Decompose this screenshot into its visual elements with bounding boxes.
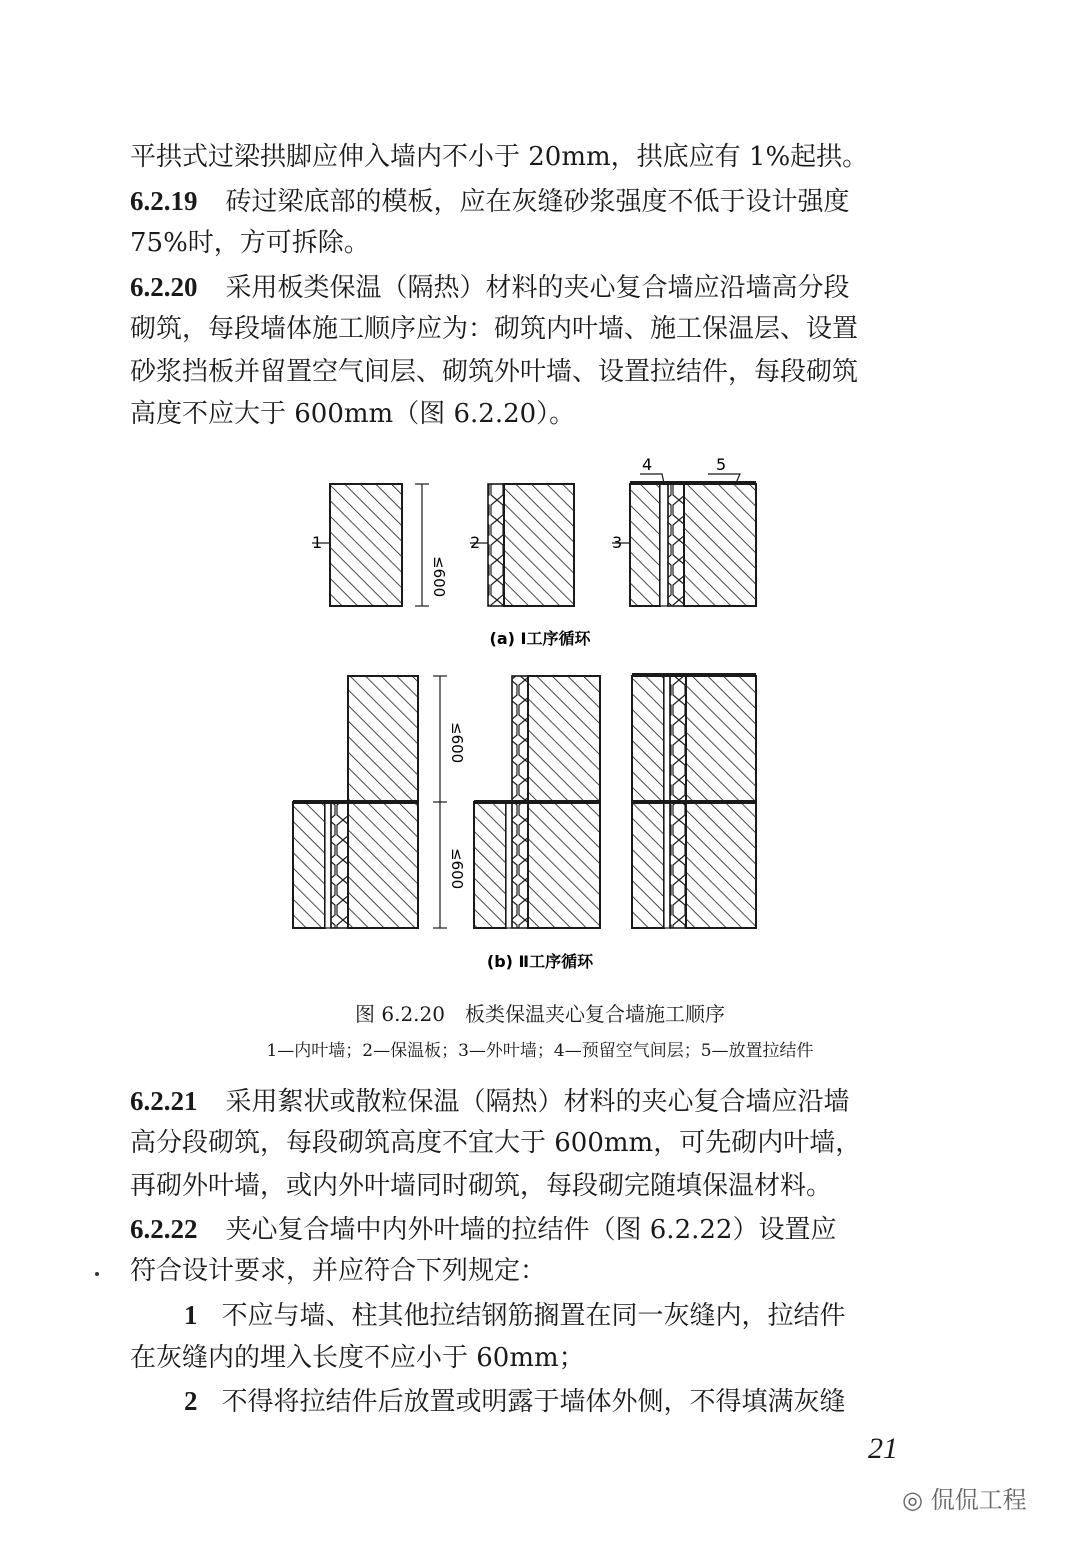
dimension-label: ≤600 [448,722,466,764]
insulation-board [670,802,686,928]
subcaption-a: (a) Ⅰ工序循环 [489,629,591,648]
text-line: 符合设计要求，并应符合下列规定： [130,1256,547,1286]
list-item-1 [184,1298,846,1333]
inner-leaf-wall [348,802,418,928]
item-text: 不得将拉结件后放置或明露于墙体外侧，不得填满灰缝 [221,1387,846,1417]
insulation-board-upper [512,676,528,802]
insulation-board [488,484,504,606]
wechat-icon: ◎ [902,1486,931,1514]
item-number: 1 [184,1300,198,1330]
clause-6-2-19 [130,184,850,219]
clause-text: 夹心复合墙中内外叶墙的拉结件（图 6.2.22）设置应 [225,1215,837,1245]
inner-leaf-wall-upper [528,676,600,802]
label-2: 2 [470,533,481,552]
clause-6-2-21 [130,1084,850,1119]
air-gap-upper [664,676,670,802]
inner-leaf-wall [330,484,402,606]
insulation-board [331,802,348,928]
inner-leaf-wall-upper [686,676,756,802]
figure-legend: 1—内叶墙；2—保温板；3—外叶墙；4—预留空气间层；5—放置拉结件 [266,1041,814,1061]
text-line: 再砌外叶墙，或内外叶墙同时砌筑，每段砌完随填保温材料。 [130,1171,833,1201]
inner-leaf-wall [504,484,574,606]
inner-leaf-wall [528,802,600,928]
air-gap [506,802,512,928]
page-number: 21 [868,1432,898,1465]
outer-leaf-wall [293,802,325,928]
air-gap [325,802,331,928]
outer-leaf-wall [632,802,664,928]
clause-6-2-22 [130,1212,836,1247]
inner-leaf-wall-upper [348,676,418,802]
inner-leaf-wall [684,484,756,606]
clause-number: 6.2.21 [130,1086,198,1116]
clause-number: 6.2.22 [130,1214,198,1244]
label-1: 1 [312,533,323,552]
text-line: 在灰缝内的埋入长度不应小于 60mm； [130,1343,585,1373]
dimension-label: ≤600 [448,848,466,890]
text-line: 砌筑，每段墙体施工顺序应为：砌筑内叶墙、施工保温层、设置 [130,314,859,344]
text-line: 高度不应大于 600mm（图 6.2.20）。 [130,399,576,429]
dimension-label: ≤600 [430,556,448,598]
air-gap [660,484,668,606]
list-item-2 [184,1384,846,1419]
clause-text: 砖过梁底部的模板，应在灰缝砂浆强度不低于设计强度 [225,187,850,217]
item-text: 不应与墙、柱其他拉结钢筋搁置在同一灰缝内，拉结件 [221,1301,846,1331]
clause-6-2-20 [130,270,850,305]
clause-number: 6.2.20 [130,272,198,302]
insulation-board-upper [670,676,686,802]
outer-leaf-wall-upper [632,676,664,802]
label-3: 3 [612,533,623,552]
clause-text: 采用絮状或散粒保温（隔热）材料的夹心复合墙应沿墙 [225,1087,850,1117]
outer-leaf-wall [630,484,660,606]
label-4: 4 [642,455,653,474]
text-line: 高分段砌筑，每段砌筑高度不宜大于 600mm，可先砌内叶墙， [130,1128,862,1158]
insulation-board [512,802,528,928]
label-5: 5 [716,455,727,474]
text-line: 砂浆挡板并留置空气间层、砌筑外叶墙、设置拉结件，每段砌筑 [130,357,859,387]
wall-construction-figure [260,448,820,978]
clause-text: 采用板类保温（隔热）材料的夹心复合墙应沿墙高分段 [225,273,850,303]
air-gap [664,802,670,928]
scan-speck [95,1272,99,1276]
text-line: 平拱式过梁拱脚应伸入墙内不小于 20mm，拱底应有 1%起拱。 [130,142,869,172]
clause-number: 6.2.19 [130,186,198,216]
figure-caption: 图 6.2.20 板类保温夹心复合墙施工顺序 [355,1002,725,1026]
watermark: ◎ 侃侃工程 [902,1486,1027,1514]
inner-leaf-wall [686,802,756,928]
text-line: 75%时，方可拆除。 [130,228,370,258]
item-number: 2 [184,1386,198,1416]
subcaption-b: (b) Ⅱ工序循环 [486,952,594,971]
outer-leaf-wall [474,802,506,928]
insulation-board [668,484,684,606]
